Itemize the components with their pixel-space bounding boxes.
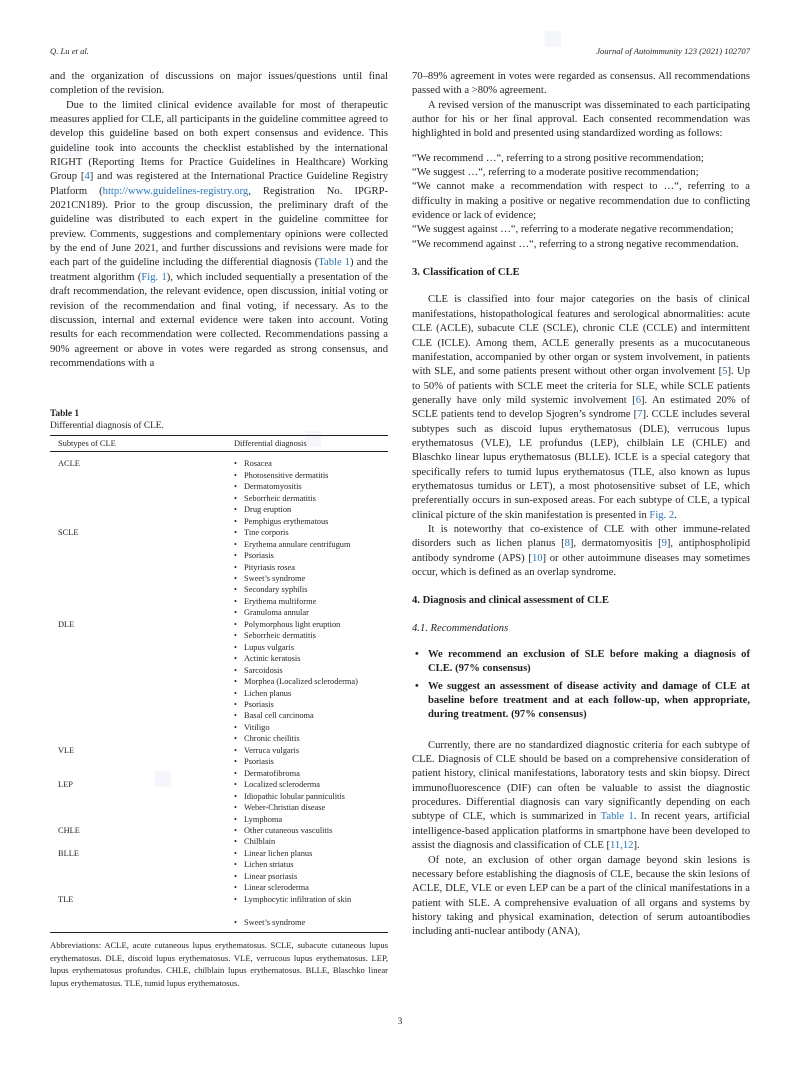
diagnosis-cell: • Other cutaneous vasculitis	[226, 825, 388, 836]
watermark-logo: ◆	[51, 126, 93, 169]
subsection-heading: 4.1. Recommendations	[412, 622, 509, 634]
citation-link[interactable]: 5	[722, 366, 728, 378]
diagnosis-cell: • Dermatomyositis	[226, 481, 388, 492]
diagnosis-cell: • Rosacea	[226, 452, 388, 470]
recommendation-item: • We recommend an exclusion of SLE before making a diagnosis of CLE. (97% consensus)	[412, 648, 750, 677]
table-row	[50, 470, 388, 481]
table-row	[50, 722, 388, 733]
diagnosis-cell: • Chilblain	[226, 836, 388, 847]
table-row	[50, 814, 388, 825]
subtype-cell	[50, 917, 226, 933]
table-reference-link[interactable]: Table 1	[600, 811, 634, 823]
diagnosis-cell: • Weber-Christian disease	[226, 802, 388, 813]
table-row	[50, 894, 388, 905]
table-row	[50, 504, 388, 515]
diagnosis-cell: • Sweet’s syndrome	[226, 917, 388, 933]
recommendation-item: • We suggest an assessment of disease activity and damage of CLE at baseline before treatment and at each follow-up, when appropriate, during treatment. (97% consensus)	[412, 680, 750, 723]
paragraph: and the organization of discussions on major issues/questions until final completion of the revision.	[50, 71, 388, 97]
table-row	[50, 596, 388, 607]
paragraph: Of note, an exclusion of other organ damage beyond skin lesions is necessary before establishing the diagnosis of CLE, because the skin lesions of ACLE, DLE, VLE or even LEP can be a part of the clinical manifestations in a patient with SLE. A comprehensive evaluation of all organs and systems by history taking and physical examination, detection of serum autoantibodies including anti-nuclear antibody (ANA),	[412, 854, 750, 938]
watermark-logo: ◆	[531, 16, 573, 59]
subtype-cell	[50, 768, 226, 779]
table-row	[50, 607, 388, 618]
subtype-cell	[50, 493, 226, 504]
wording-item: “We recommend against …“, referring to a strong negative recommendation.	[412, 238, 739, 250]
table-row	[50, 871, 388, 882]
table-row	[50, 573, 388, 584]
diagnosis-cell: • Seborrheic dermatitis	[226, 630, 388, 641]
table-row	[50, 825, 388, 836]
table-row	[50, 779, 388, 790]
citation-link[interactable]: 6	[635, 394, 641, 406]
table-row	[50, 527, 388, 538]
subtype-cell	[50, 481, 226, 492]
subtype-cell	[50, 653, 226, 664]
diagnosis-cell: • Sarcoidosis	[226, 665, 388, 676]
subtype-cell	[50, 756, 226, 767]
subtype-cell	[50, 814, 226, 825]
watermark-logo: ◆	[591, 676, 633, 719]
subtype-cell	[50, 584, 226, 595]
diagnosis-cell: • Morphea (Localized scleroderma)	[226, 676, 388, 687]
table-row	[50, 493, 388, 504]
subtype-cell	[50, 836, 226, 847]
diagnosis-cell: • Erythema annulare centrifugum	[226, 539, 388, 550]
table-row	[50, 688, 388, 699]
running-header-journal: Journal of Autoimmunity 123 (2021) 102707	[596, 46, 750, 56]
table-row	[50, 848, 388, 859]
table-1	[50, 408, 388, 989]
diagnosis-cell	[226, 905, 388, 916]
diagnosis-cell: • Granuloma annular	[226, 607, 388, 618]
citation-link[interactable]: 8	[564, 538, 570, 550]
figure-reference-link[interactable]: Fig. 2	[649, 509, 675, 521]
subtype-cell: LEP	[58, 780, 73, 790]
subtype-cell: CHLE	[58, 825, 80, 835]
diagnosis-cell: • Dermatofibroma	[226, 768, 388, 779]
diagnosis-cell: • Drug eruption	[226, 504, 388, 515]
paragraph: CLE is classified into four major categories on the basis of clinical manifestations, histopathological features and serological abnormalities: acute CLE (ACLE), subacute CLE (SCLE), chronic CLE (CCLE) and intermittent CLE (ICLE). Among them, ACLE generally presents as a mucocutaneous manifestation, accompanied by other organ or system involvement, in patients with SLE, and some patients present without other organ involvement [5]. Up to 50% of patients with SCLE meet the criteria for SLE, while SCLE patients generally have only mild systemic involvement [6]. An estimated 20% of SCLE patients tend to develop Sjogren’s syndrome [7]. CCLE includes several subtypes such as discoid lupus erythematosus (DLE), verrucous lupus erythematosus (VLE), LE profundus (LEP), chilblain LE (CHLE) and Blaschko linear lupus erythematosus (BLLE). ICLE is a special category that specifically refers to tumid lupus erythematosus (TLE, also known as lupus erythematosus tumidus or LET), a most photosensitive subset of LE, which preferentially occurs in sun-exposed areas. For each subtype of CLE, a typical clinical picture of the skin manifestation is presented in Fig. 2.	[412, 294, 751, 521]
diagnosis-cell: • Verruca vulgaris	[226, 745, 388, 756]
section-heading: 3. Classification of CLE	[412, 267, 520, 279]
subtype-cell	[50, 504, 226, 515]
paragraph: Due to the limited clinical evidence available for most of therapeutic measures applied for CLE, all participants in the guideline committee agreed to develop this guideline based on both expert consensus and evidence. This guideline took into accounts the checklist established by the international RIGHT (Reporting Items for Practice Guidelines in Healthcare) Working Group [4] and was registered at the International Practice Guideline Registry Platform (http://www.guidelines-registry.org, Registration No. IPGRP-2021CN189). Prior to the group discussion, the preliminary draft of the guideline was distributed to each expert in the guideline committee for preview. Comments, suggestions and complementary opinions were collected by the end of June 2021, and further discussions and revisions were made for each part of the guideline including the differential diagnosis (Table 1) and the treatment algorithm (Fig. 1), which included sequentially a presentation of the draft recommendation, the relevant evidence, open discussion, initial voting or revision of the recommendation and final voting, if necessary. As to the discussion, internal and external evidence were taken into account. Voting results for each recommendation were collected. Recommendations passing a 90% agreement or above in votes were regarded as strong consensus, and recommendations with a	[50, 99, 389, 369]
subtype-cell	[50, 733, 226, 744]
paragraph: A revised version of the manuscript was disseminated to each participating author for his or her final approval. Each consented recommendation was highlighted in bold and presented using standardized wording as follows:	[412, 99, 750, 140]
table-row	[50, 584, 388, 595]
subtype-cell	[50, 871, 226, 882]
diagnosis-cell: • Seborrheic dermatitis	[226, 493, 388, 504]
subtype-cell	[50, 630, 226, 641]
differential-diagnosis-table	[50, 435, 388, 933]
table-row	[50, 733, 388, 744]
watermark-logo: ◆	[141, 756, 183, 799]
table-row	[50, 745, 388, 756]
subtype-cell	[50, 859, 226, 870]
subtype-cell	[50, 642, 226, 653]
diagnosis-cell: • Tine corporis	[226, 527, 388, 538]
table-row	[50, 619, 388, 630]
table-row	[50, 665, 388, 676]
table-row	[50, 562, 388, 573]
citation-link[interactable]: 9	[661, 538, 667, 550]
subtype-cell	[50, 688, 226, 699]
table-row	[50, 452, 388, 470]
paragraph: It is noteworthy that co-existence of CLE with other immune-related disorders such as lichen planus [8], dermatomyositis [9], antiphospholipid antibody syndrome (APS) [10] or other autoimmune diseases may sometimes occur, which is defined as an overlap syndrome.	[412, 523, 750, 578]
diagnosis-cell: • Sweet’s syndrome	[226, 573, 388, 584]
wording-item: “We recommend …“, referring to a strong positive recommendation;	[412, 152, 704, 164]
table-row	[50, 802, 388, 813]
diagnosis-cell: • Photosensitive dermatitis	[226, 470, 388, 481]
subtype-cell: DLE	[58, 619, 75, 629]
table-row	[50, 859, 388, 870]
table-row	[50, 917, 388, 933]
subtype-cell	[50, 562, 226, 573]
table-row	[50, 653, 388, 664]
subtype-cell	[50, 710, 226, 721]
right-column	[412, 70, 750, 940]
subtype-cell	[50, 699, 226, 710]
diagnosis-cell: • Psoriasis	[226, 699, 388, 710]
wording-item: “We suggest against …“, referring to a moderate negative recommendation;	[412, 224, 734, 236]
running-header-authors: Q. Lu et al.	[50, 46, 89, 56]
diagnosis-cell: • Linear lichen planus	[226, 848, 388, 859]
subtype-cell	[50, 791, 226, 802]
diagnosis-cell: • Localized scleroderma	[226, 779, 388, 790]
subtype-cell: VLE	[58, 745, 75, 755]
subtype-cell	[50, 665, 226, 676]
subtype-cell	[50, 596, 226, 607]
diagnosis-cell: • Lymphocytic infiltration of skin	[226, 894, 388, 905]
watermark-logo: ◆	[291, 416, 333, 459]
table-row	[50, 516, 388, 527]
diagnosis-cell: • Polymorphous light eruption	[226, 619, 388, 630]
diagnosis-cell: • Pemphigus erythematous	[226, 516, 388, 527]
table-row	[50, 699, 388, 710]
diagnosis-cell: • Secondary syphilis	[226, 584, 388, 595]
table-row	[50, 550, 388, 561]
citation-link[interactable]: 11,12	[610, 840, 634, 852]
section-heading: 4. Diagnosis and clinical assessment of CLE	[412, 595, 609, 607]
diagnosis-cell: • Lymphoma	[226, 814, 388, 825]
subtype-cell	[50, 607, 226, 618]
subtype-cell: TLE	[58, 894, 74, 904]
citation-link[interactable]: 4	[84, 171, 90, 183]
table-row	[50, 642, 388, 653]
subtype-cell	[50, 550, 226, 561]
subtype-cell	[50, 516, 226, 527]
paragraph: Currently, there are no standardized diagnostic criteria for each subtype of CLE. Diagnosis of CLE should be based on a comprehensive consideration of patient history, clinical manifestations, laboratory tests and skin biopsy. Direct immunofluorescence (DIF) can often be valuable to assist the diagnostic procedures. Differential diagnosis can vary significantly depending on each subtype of CLE, which is summarized in Table 1. In recent years, artificial intelligence-based application platforms in smartphone have been developed to assist the diagnosis and classification of CLE [11,12].	[412, 739, 750, 852]
diagnosis-cell: • Chronic cheilitis	[226, 733, 388, 744]
wording-item: “We cannot make a recommendation with respect to …“, referring to a difficulty in making a positive or negative recommendation due to conflicting evidence or lack of evidence;	[412, 181, 750, 222]
diagnosis-cell: • Vitiligo	[226, 722, 388, 733]
table-caption: Differential diagnosis of CLE.	[50, 421, 164, 431]
subtype-cell	[50, 882, 226, 893]
subtype-cell	[50, 802, 226, 813]
diagnosis-cell: • Linear psoriasis	[226, 871, 388, 882]
table-row	[50, 710, 388, 721]
table-label: Table 1	[50, 409, 80, 419]
diagnosis-cell: • Pityriasis rosea	[226, 562, 388, 573]
citation-link[interactable]: 10	[531, 552, 543, 564]
table-row	[50, 630, 388, 641]
registry-url-link[interactable]: http://www.guidelines-registry.org	[102, 185, 249, 197]
diagnosis-cell: • Lupus vulgaris	[226, 642, 388, 653]
table-row	[50, 791, 388, 802]
table-header-subtype: Subtypes of CLE	[50, 436, 226, 452]
table-row	[50, 882, 388, 893]
subtype-cell	[50, 676, 226, 687]
wording-item: “We suggest …“, referring to a moderate positive recommendation;	[412, 167, 699, 179]
page-number: 3	[397, 1017, 403, 1027]
table-body	[50, 452, 388, 933]
table-row	[50, 481, 388, 492]
paragraph: 70–89% agreement in votes were regarded as consensus. All recommendations passed with a >80% agreement.	[412, 71, 750, 97]
subtype-cell: ACLE	[58, 459, 80, 469]
subtype-cell: SCLE	[58, 528, 79, 538]
table-row	[50, 756, 388, 767]
table-reference-link[interactable]: Table 1	[318, 257, 351, 269]
diagnosis-cell: • Psoriasis	[226, 550, 388, 561]
table-row	[50, 539, 388, 550]
subtype-cell	[50, 470, 226, 481]
subtype-cell	[50, 905, 226, 916]
diagnosis-cell: • Basal cell carcinoma	[226, 710, 388, 721]
diagnosis-cell: • Erythema multiforme	[226, 596, 388, 607]
subtype-cell	[50, 539, 226, 550]
table-row	[50, 905, 388, 916]
subtype-cell	[50, 573, 226, 584]
diagnosis-cell: • Linear scleroderma	[226, 882, 388, 893]
figure-reference-link[interactable]: Fig. 1	[141, 271, 167, 283]
subtype-cell	[50, 722, 226, 733]
table-row	[50, 836, 388, 847]
diagnosis-cell: • Actinic keratosis	[226, 653, 388, 664]
citation-link[interactable]: 7	[637, 409, 643, 421]
diagnosis-cell: • Idiopathic lobular panniculitis	[226, 791, 388, 802]
table-footnote: Abbreviations: ACLE, acute cutaneous lupus erythematosus. SCLE, subacute cutaneous lupus erythematosus. DLE, discoid lupus erythematosus. VLE, verrucous lupus erythematosus. LEP, lupus erythematosus profundus. CHLE, chilblain lupus erythematosus. BLLE, Blaschko linear lupus erythematosus. TLE, tumid lupus erythematosus.	[50, 940, 388, 988]
diagnosis-cell: • Lichen striatus	[226, 859, 388, 870]
subtype-cell: BLLE	[58, 848, 79, 858]
table-row	[50, 676, 388, 687]
diagnosis-cell: • Lichen planus	[226, 688, 388, 699]
table-header-diagnosis: Differential diagnosis	[226, 436, 388, 452]
diagnosis-cell: • Psoriasis	[226, 756, 388, 767]
table-row	[50, 768, 388, 779]
left-column	[50, 70, 388, 371]
